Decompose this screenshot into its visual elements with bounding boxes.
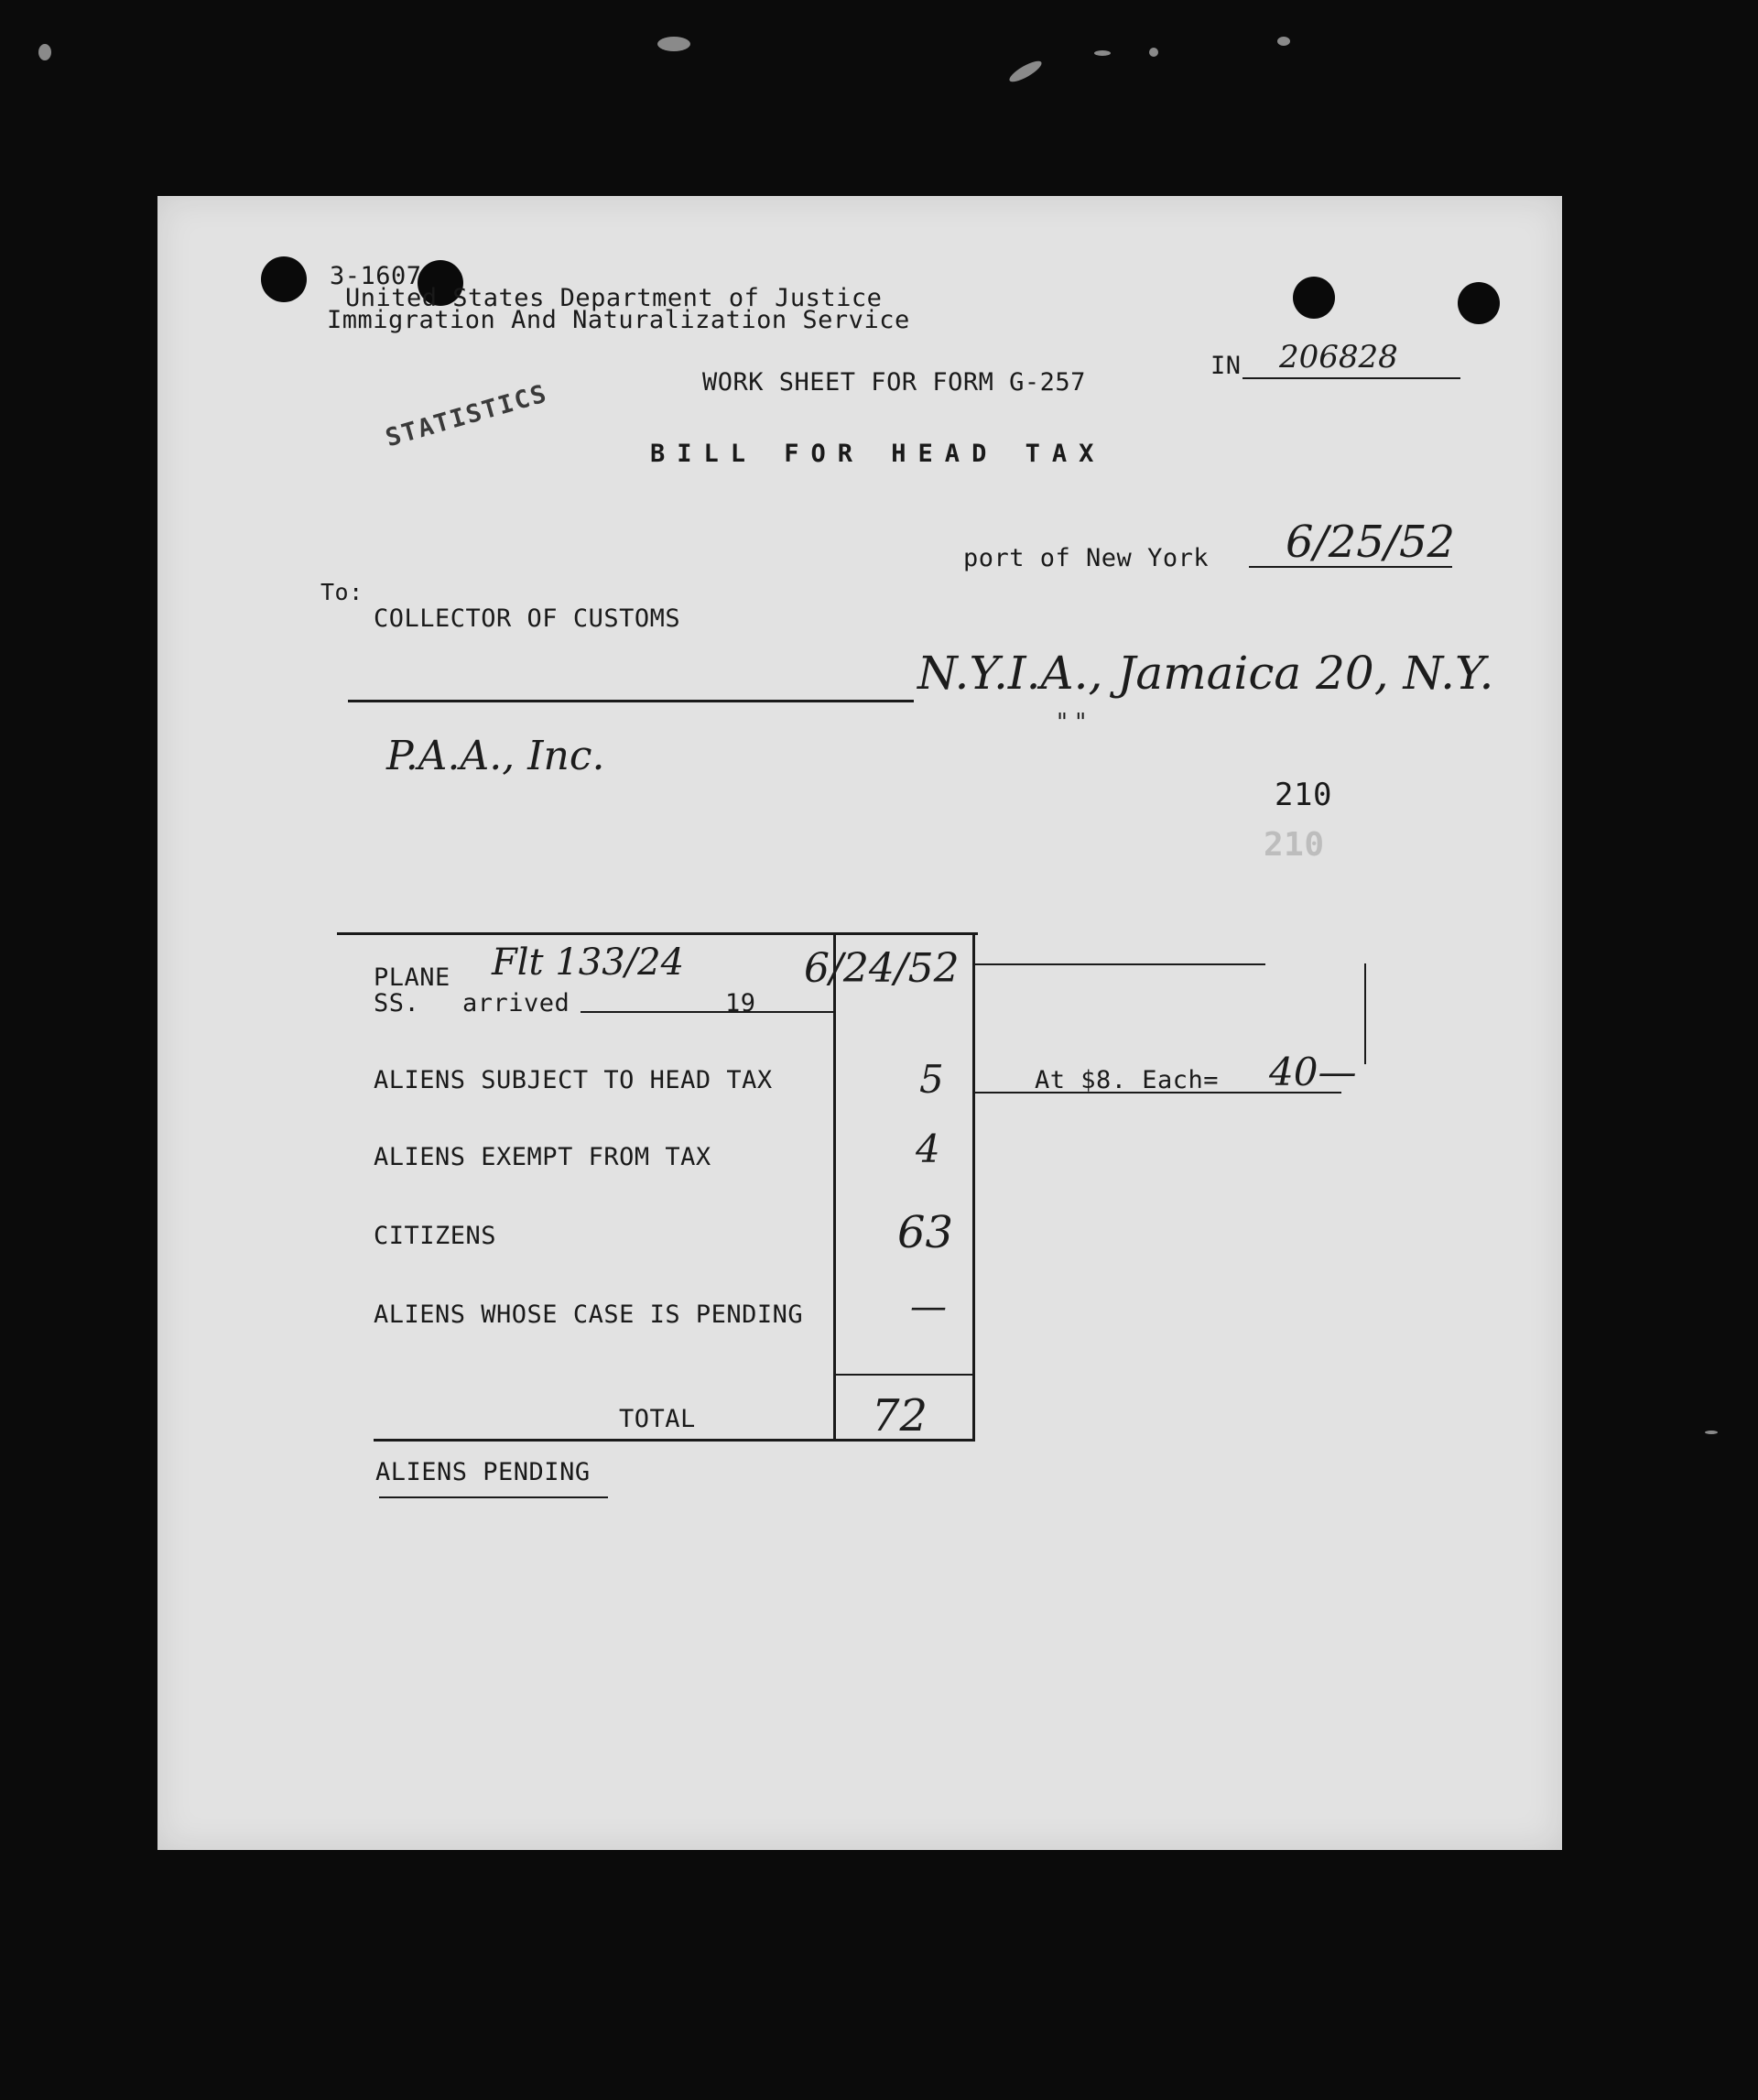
scan-speck bbox=[1277, 37, 1290, 46]
rate-amount: 40— bbox=[1269, 1050, 1357, 1094]
port-label: port of New York bbox=[963, 544, 1210, 572]
in-number-underline bbox=[1243, 377, 1460, 379]
form-code: 3-1607 bbox=[330, 262, 422, 290]
scan-speck bbox=[1705, 1431, 1718, 1434]
scan-speck bbox=[657, 37, 690, 51]
statistics-stamp: STATISTICS bbox=[382, 379, 551, 453]
address-underline bbox=[348, 700, 914, 702]
total-separator bbox=[833, 1374, 975, 1376]
aliens-pending-label: ALIENS PENDING bbox=[375, 1458, 591, 1486]
location-handwritten: N.Y.I.A., Jamaica 20, N.Y. bbox=[917, 647, 1494, 700]
in-number: 206828 bbox=[1279, 339, 1398, 375]
row-label: ALIENS SUBJECT TO HEAD TAX bbox=[374, 1066, 773, 1094]
row-value: 4 bbox=[916, 1126, 940, 1171]
row-value: 5 bbox=[919, 1057, 944, 1102]
number-210-faded: 210 bbox=[1264, 826, 1325, 864]
work-sheet-title: WORK SHEET FOR FORM G-257 bbox=[702, 368, 1086, 397]
row-value: — bbox=[910, 1286, 947, 1328]
row-label: ALIENS EXEMPT FROM TAX bbox=[374, 1143, 711, 1171]
arrived-underline bbox=[581, 1011, 833, 1013]
document-sheet bbox=[157, 196, 1562, 1850]
plane-label: PLANE bbox=[374, 963, 450, 992]
to-label: To: bbox=[320, 579, 364, 605]
value-column-left bbox=[833, 932, 836, 1442]
collector-name: COLLECTOR OF CUSTOMS bbox=[374, 604, 681, 633]
bill-title: BILL FOR HEAD TAX bbox=[650, 440, 1106, 468]
table-top-rule bbox=[337, 932, 978, 935]
rate-box-top bbox=[972, 963, 1265, 965]
port-date: 6/25/52 bbox=[1286, 517, 1456, 568]
rate-label: At $8. Each= bbox=[1035, 1066, 1220, 1094]
scan-speck bbox=[38, 44, 51, 60]
total-label: TOTAL bbox=[619, 1405, 696, 1433]
row-label: CITIZENS bbox=[374, 1222, 497, 1250]
ditto-marks: " " bbox=[1057, 709, 1087, 736]
scan-speck bbox=[1094, 50, 1111, 56]
punch-hole bbox=[1458, 282, 1500, 324]
arrived-label: arrived bbox=[462, 989, 570, 1017]
service-name: Immigration And Naturalization Service bbox=[327, 306, 910, 334]
arrival-date: 6/24/52 bbox=[804, 945, 960, 992]
scan-speck bbox=[1149, 48, 1158, 57]
value-column-right bbox=[972, 932, 975, 1442]
total-value: 72 bbox=[872, 1390, 928, 1442]
company-handwritten: P.A.A., Inc. bbox=[386, 733, 605, 779]
department-name: United States Department of Justice bbox=[345, 284, 883, 312]
row-label: ALIENS WHOSE CASE IS PENDING bbox=[374, 1300, 804, 1329]
rate-box-right bbox=[1364, 963, 1366, 1064]
punch-hole bbox=[261, 256, 307, 302]
punch-hole bbox=[1293, 277, 1335, 319]
year-prefix: 19 bbox=[725, 989, 756, 1017]
aliens-pending-underline bbox=[379, 1496, 608, 1498]
scan-speck bbox=[1007, 58, 1045, 85]
in-label: IN bbox=[1210, 352, 1242, 380]
number-210: 210 bbox=[1275, 777, 1332, 813]
ss-label: SS. bbox=[374, 989, 420, 1017]
plane-flight-handwritten: Flt 133/24 bbox=[492, 941, 685, 984]
row-value: 63 bbox=[897, 1207, 954, 1258]
